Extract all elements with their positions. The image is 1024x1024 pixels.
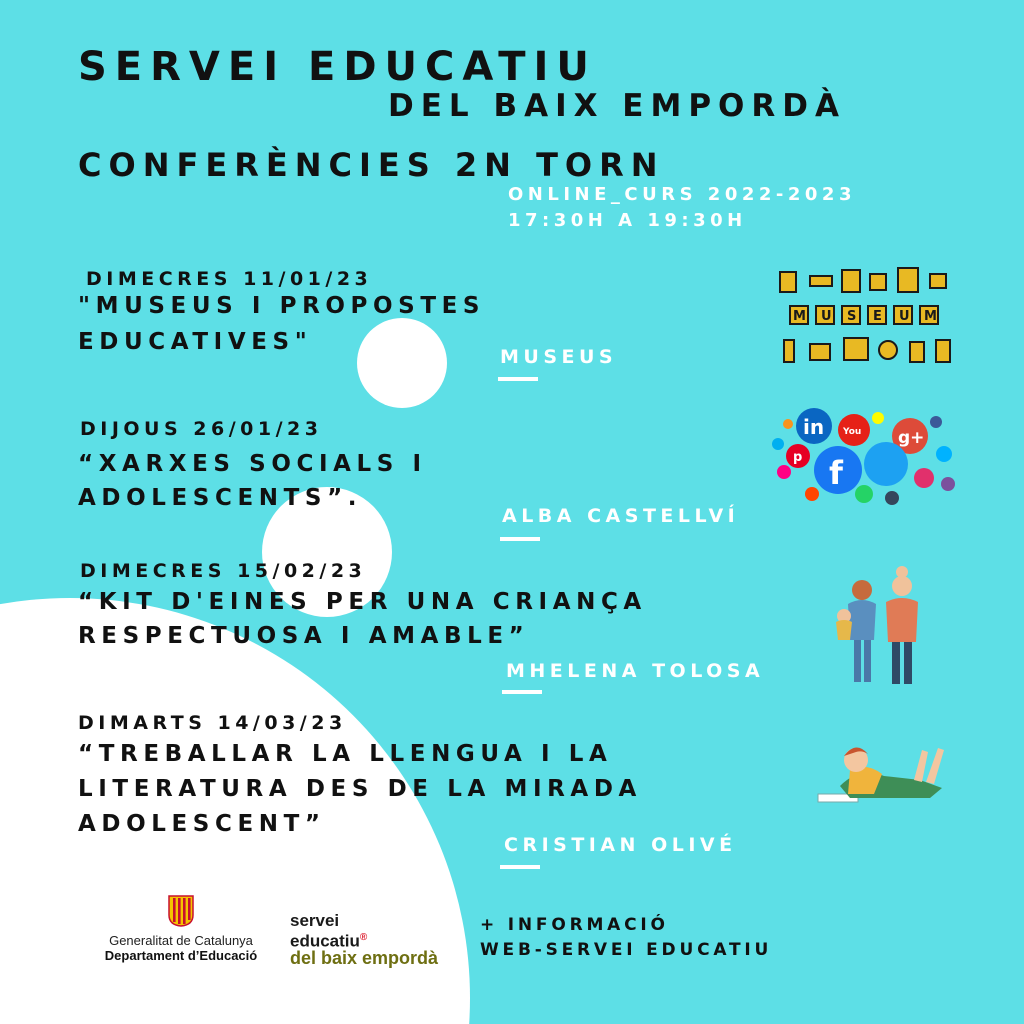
family-illustration bbox=[826, 566, 936, 690]
talk-1-title-line2: EDUCATIVES" bbox=[78, 329, 313, 355]
talk-4-speaker: CRISTIAN OLIVÉ bbox=[504, 834, 737, 856]
talk-4-date: DIMARTS 14/03/23 bbox=[78, 712, 347, 734]
servei-educatiu-logo bbox=[290, 912, 438, 967]
generalitat-logo bbox=[96, 895, 266, 963]
svg-text:g+: g+ bbox=[898, 428, 925, 448]
web-link[interactable]: WEB-SERVEI EDUCATIU bbox=[480, 940, 773, 960]
title-line2: DEL BAIX EMPORDÀ bbox=[388, 88, 846, 124]
social-media-icons-illustration bbox=[768, 404, 964, 508]
talk-1-underline bbox=[498, 377, 538, 381]
more-info: + INFORMACIÓ bbox=[480, 915, 669, 935]
talk-4-title-line3: ADOLESCENT” bbox=[78, 811, 326, 837]
generalitat-shield-icon bbox=[168, 895, 194, 927]
talk-4-title-line1: “TREBALLAR LA LLENGUA I LA bbox=[78, 741, 613, 767]
talk-2-date: DIJOUS 26/01/23 bbox=[80, 418, 323, 440]
talk-2-title-line1: “XARXES SOCIALS I bbox=[78, 451, 427, 477]
talk-4-title-line2: LITERATURA DES DE LA MIRADA bbox=[78, 776, 642, 802]
mode-course: ONLINE_CURS 2022-2023 bbox=[508, 184, 856, 205]
se-logo-line1: servei bbox=[290, 911, 340, 930]
talk-3-underline bbox=[502, 690, 542, 694]
svg-text:U: U bbox=[821, 309, 832, 324]
reading-girl-illustration bbox=[810, 736, 956, 812]
talk-3-title-line1: “KIT D'EINES PER UNA CRIANÇA bbox=[78, 589, 647, 615]
svg-text:f: f bbox=[829, 454, 843, 492]
svg-text:E: E bbox=[873, 309, 882, 324]
talk-1-date: DIMECRES 11/01/23 bbox=[86, 268, 373, 290]
talk-2-underline bbox=[500, 537, 540, 541]
svg-text:S: S bbox=[847, 309, 857, 324]
svg-text:M: M bbox=[793, 309, 806, 324]
talk-1-title-line1: "MUSEUS I PROPOSTES bbox=[78, 293, 486, 319]
talk-4-underline bbox=[500, 865, 540, 869]
svg-text:You: You bbox=[843, 427, 862, 437]
title-line1: SERVEI EDUCATIU bbox=[78, 44, 597, 90]
talk-3-date: DIMECRES 15/02/23 bbox=[80, 560, 367, 582]
talk-3-title-line2: RESPECTUOSA I AMABLE” bbox=[78, 623, 530, 649]
museum-icons-illustration bbox=[770, 262, 960, 372]
subtitle: CONFERÈNCIES 2N TORN bbox=[78, 146, 665, 184]
svg-text:in: in bbox=[803, 415, 825, 439]
svg-text:U: U bbox=[899, 309, 910, 324]
svg-text:p: p bbox=[793, 450, 803, 465]
white-circle-small-top bbox=[357, 318, 447, 408]
talk-2-speaker: ALBA CASTELLVÍ bbox=[502, 505, 740, 527]
registered-icon: ® bbox=[359, 932, 368, 943]
talk-2-title-line2: ADOLESCENTS”. bbox=[78, 485, 363, 511]
talk-3-speaker: MHELENA TOLOSA bbox=[506, 660, 765, 682]
se-logo-line2: educatiu bbox=[290, 931, 360, 951]
svg-text:M: M bbox=[924, 309, 937, 324]
generalitat-name: Generalitat de Catalunya bbox=[109, 933, 253, 948]
schedule: 17:30H A 19:30H bbox=[508, 210, 747, 231]
department-name: Departament d’Educació bbox=[104, 948, 258, 963]
talk-1-speaker: MUSEUS bbox=[500, 346, 618, 368]
se-logo-line3: del baix empordà bbox=[290, 947, 439, 968]
